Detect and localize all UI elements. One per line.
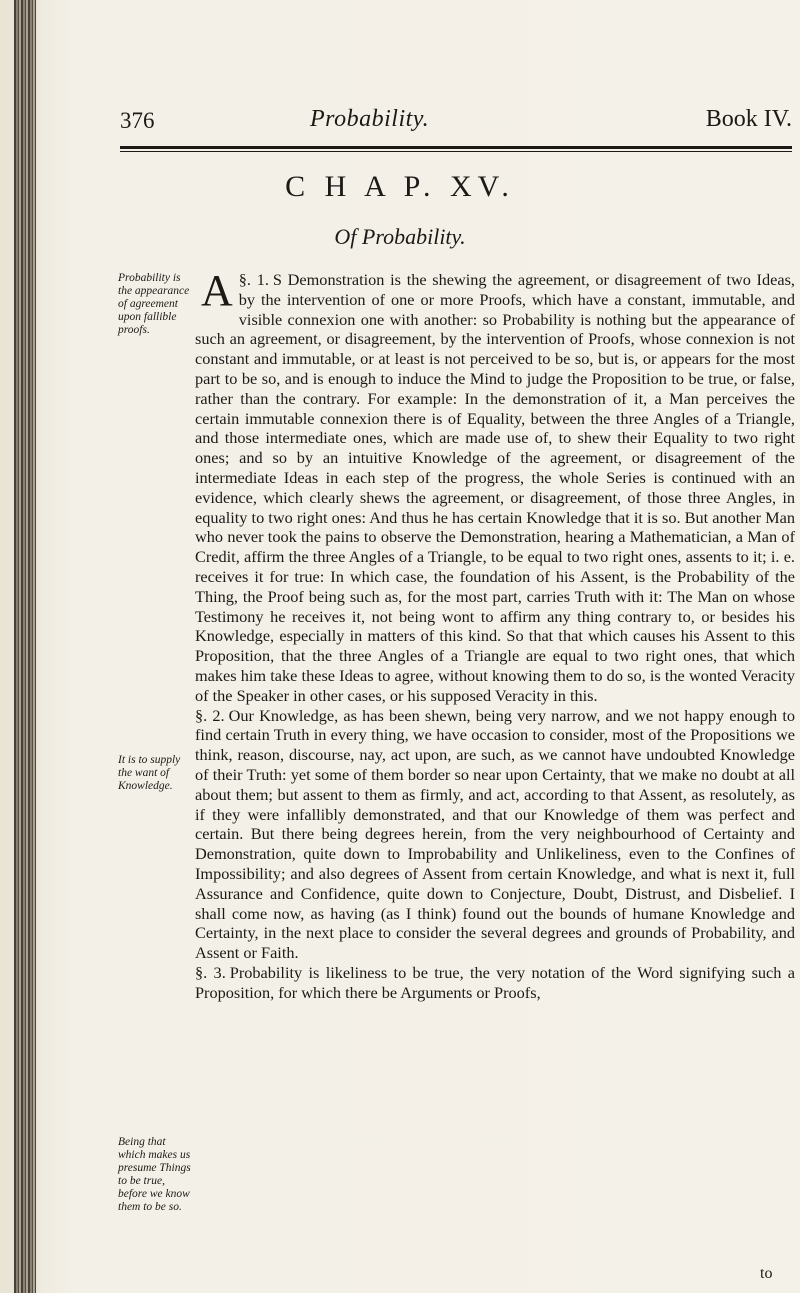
margin-note-1: Probability is the appearance of agreement upon fallible proofs. xyxy=(118,272,190,336)
header-rule xyxy=(120,146,792,149)
header-rule-thin xyxy=(120,151,792,152)
running-header xyxy=(120,108,792,148)
margin-note-2: It is to supply the want of Knowledge. xyxy=(118,754,181,792)
section-number: §. 2. xyxy=(195,705,225,725)
section-text: Probability is likeliness to be true, the very notation of the Word signifying such a Proposition, for which there be Arguments or Proofs, xyxy=(195,962,795,1002)
page-number: 376 xyxy=(120,108,155,133)
section-1 xyxy=(195,266,795,706)
body-text xyxy=(195,266,795,1002)
section-number: §. 1. xyxy=(238,270,269,289)
section-number: §. 3. xyxy=(195,962,226,982)
drop-cap: A xyxy=(201,266,233,315)
section-2 xyxy=(195,706,795,963)
section-text: S Demonstration is the shewing the agreement, or disagreement of two Ideas, by the intervention of one or more Proofs, which have a constant, immutable, and visible connexion one with another: so Probability is nothing but the appearance of such an agreement, or disagreement, by the intervention of Proofs, whose connexion is not constant and immutable, or at least is not perceived to be so, but is, or appears for the most part to be so, and is enough to induce the Mind to judge the Proposition to be true, or false, rather than the contrary. For example: In the demonstration of it, a Man perceives the certain immutable connexion there is of Equality, between the three Angles of a Triangle, and those intermediate ones, which are made use of, to shew their Equality to two right ones; and so by an intuitive Knowledge of the agreement, or disagreement of the intermediate Ideas in each step of the progress, the whole Series is continued with an evidence, which clearly shews the agreement, or disagreement, of those three Angles, in equality to two right ones: And thus he has certain Knowledge that it is so. But another Man who never took the pains to observe the Demonstration, hearing a Mathematician, a Man of Credit, affirm the three Angles of a Triangle, to be equal to two right ones, assents to it; i. e. receives it for true: In which case, the foundation of his Assent, is the Probability of the Thing, the Proof being such as, for the most part, carries Truth with it: The Man on whose Testimony he receives it, not being wont to affirm any thing contrary to, or besides his Knowledge, especially in matters of this kind. So that that which causes his Assent to this Proposition, that the three Angles of a Triangle are equal to two right ones, that which makes him take these Ideas to agree, without knowing them to do so, is the wonted Veracity of the Speaker in other cases, or his supposed Veracity in this. xyxy=(195,270,795,705)
chapter-heading: C H A P. XV. xyxy=(285,170,515,203)
book-label: Book IV. xyxy=(705,106,792,132)
chapter-subtitle: Of Probability. xyxy=(334,224,466,249)
section-text: Our Knowledge, as has been shewn, being very narrow, and we not happy enough to find certain Truth in every thing, we have occasion to consider, most of the Propositions we think, reason, discourse, nay, act upon, are such, as we cannot have undoubted Knowledge of their Truth: yet some of them border so near upon Certainty, that we make no doubt at all about them; but assent to them as firmly, and act, according to that Assent, as resolutely, as if they were infallibly demonstrated, and that our Knowledge of them was perfect and certain. But there being degrees herein, from the very neighbourhood of Certainty and Demonstration, quite down to Improbability and Unlikeliness, even to the Confines of Impossibility; and also degrees of Assent from certain Knowledge, and what is next it, full Assurance and Confidence, quite down to Conjecture, Doubt, Distrust, and Disbelief. I shall come now, as having (as I think) found out the bounds of humane Knowledge and Certainty, in the next place to consider the several degrees and grounds of Probability, and Assent or Faith. xyxy=(195,705,795,963)
section-3 xyxy=(195,963,795,1003)
catchword: to xyxy=(760,1265,773,1282)
margin-note-3: Being that which makes us presume Things to be true, before we know them to be so. xyxy=(118,1136,191,1213)
running-title: Probability. xyxy=(310,106,430,132)
